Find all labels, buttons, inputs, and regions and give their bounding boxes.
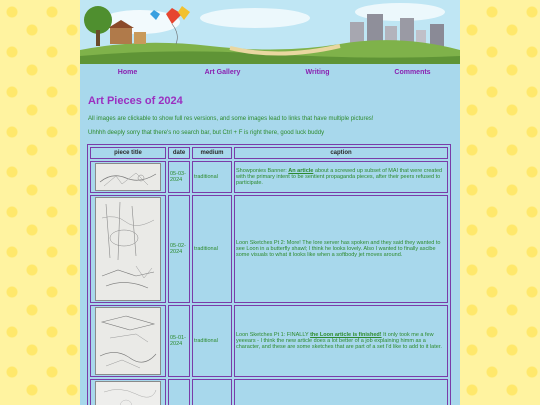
- table-row: [90, 161, 448, 193]
- caption-cell: [234, 195, 448, 303]
- caption-text: Loon Sketches Pt 2: More! The lore server has spoken and they said they wanted to see Loon in a butterfly shawl; I think he looks lovely. Also I wanted to finally ascibe some visuals to what it looks like when a softbody jet moves around.: [236, 240, 441, 258]
- article-link[interactable]: An article: [288, 168, 314, 174]
- table-row: [90, 379, 448, 405]
- caption-text: about a screwed up subset of MAI that were created with the primary intent to be sentient propaganda pieces, after their peers refused to participate.: [236, 168, 443, 186]
- nav-art-gallery-link[interactable]: Art Gallery: [204, 68, 241, 76]
- sketch-thumbnail[interactable]: [95, 197, 161, 301]
- date-cell: 05-03-2024: [168, 161, 190, 193]
- caption-cell: [234, 161, 448, 193]
- sketch-thumbnail[interactable]: [95, 163, 161, 191]
- medium-cell: traditional: [192, 161, 232, 193]
- sketch-thumbnail[interactable]: [95, 307, 161, 375]
- art-table-wrapper: [87, 144, 451, 405]
- piece-thumbnail-cell: [90, 195, 166, 303]
- table-row: [90, 195, 448, 303]
- art-table: [87, 144, 451, 405]
- col-header-caption: caption: [234, 147, 448, 159]
- caption-cell: [234, 379, 448, 405]
- page-title: Art Pieces of 2024: [88, 95, 183, 107]
- nav-writing-link[interactable]: Writing: [305, 68, 330, 76]
- header-banner: [80, 0, 460, 64]
- medium-cell: traditional: [192, 305, 232, 377]
- nav-comments-link[interactable]: Comments: [394, 68, 431, 76]
- date-cell: 05-01-2024: [168, 305, 190, 377]
- col-header-date: date: [168, 147, 190, 159]
- search-note-paragraph: Uhhhh deeply sorry that there's no search bar, but Ctrl + F is right there, good luck buddy: [88, 130, 325, 136]
- date-cell: [168, 379, 190, 405]
- caption-text: Showponies Banner:: [236, 168, 289, 174]
- table-row: [90, 305, 448, 377]
- medium-cell: traditional: [192, 195, 232, 303]
- col-header-piece-title: piece title: [90, 147, 166, 159]
- nav-home-link[interactable]: Home: [117, 68, 138, 76]
- caption-text: Loon Sketches Pt 1: FINALLY: [236, 332, 311, 338]
- medium-cell: [192, 379, 232, 405]
- piece-thumbnail-cell: [90, 379, 166, 405]
- intro-paragraph: All images are clickable to show full res versions, and some images lead to links that have multiple pictures!: [88, 116, 374, 122]
- main-nav: [80, 64, 460, 80]
- caption-cell: [234, 305, 448, 377]
- content-column: [80, 0, 460, 405]
- sketch-thumbnail[interactable]: [95, 381, 161, 405]
- piece-thumbnail-cell: [90, 161, 166, 193]
- caption-text: It only took me a few yeeears - I think the new article does a lot better of a job explaining himm as a character, and these are some sketches that are part of a set I'd like to add to it later.: [236, 332, 442, 350]
- date-cell: 05-02-2024: [168, 195, 190, 303]
- col-header-medium: medium: [192, 147, 232, 159]
- table-header-row: [90, 147, 448, 159]
- article-link[interactable]: the Loon article is finished!: [310, 332, 382, 338]
- piece-thumbnail-cell: [90, 305, 166, 377]
